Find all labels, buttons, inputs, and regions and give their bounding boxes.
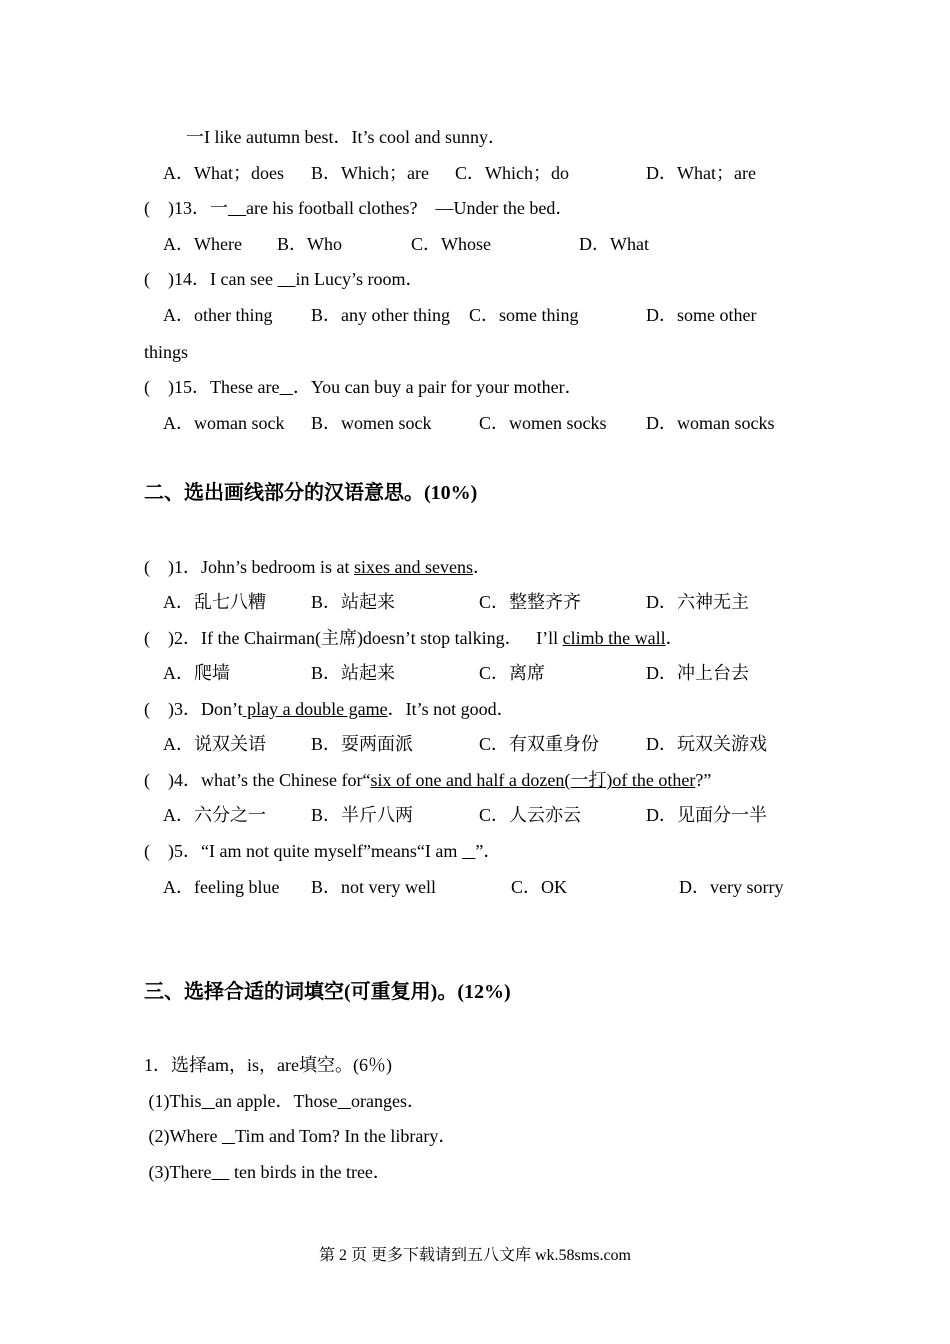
q15-stem [144,376,583,398]
q14-option-d: D．some other [646,305,757,325]
s2-q3-pre: ( )3．Don’t [144,699,243,719]
s2-q3-underlined: play a double game [242,699,388,719]
s3-f3-b: ten birds in the tree． [229,1162,391,1182]
q14-option-d-wrap: things [144,342,189,362]
s2-q3-option-b: B．耍两面派 [311,734,414,754]
q15-stem-pre: ( )15．These are [144,377,280,397]
s2-q5-option-d: D．very sorry [679,877,784,897]
s2-q3-post: ．It’s not good． [387,699,515,719]
q15-option-a: A．woman sock [163,413,285,433]
q12-option-c: C．Which；do [455,163,569,183]
q13-blank [228,198,246,218]
s3-f1-b: an apple．Those [215,1091,338,1111]
q12-option-b: B．Which；are [311,163,429,183]
s3-f1-c: oranges． [350,1091,425,1111]
section-2-heading: 二、选出画线部分的汉语意思。(10%) [144,482,478,504]
s2-q2-pre: ( )2．If the Chairman(主席)doesn’t stop talking． I’ll [144,628,563,648]
s2-q1-option-b: B．站起来 [311,592,396,612]
s2-q5-pre: ( )5．“I am not quite myself”means“I am [144,841,462,861]
s2-q4-option-d: D．见面分一半 [646,805,767,825]
s2-q2-stem [144,627,684,649]
s3-f3-blank [211,1162,229,1182]
s3-f2-b: Tim and Tom? In the library． [235,1126,457,1146]
q15-option-b: B．women sock [311,413,432,433]
s2-q3-option-a: A．说双关语 [163,734,266,754]
s3-f1-a: (1)This [144,1091,202,1111]
page-footer: 第 2 页 更多下载请到五八文库 wk.58sms.com [318,1247,631,1264]
s3-f2-blank [222,1126,235,1146]
s2-q1-underlined: sixes and sevens [353,557,473,577]
s2-q5-option-c: C．OK [511,877,568,897]
s2-q1-option-a: A．乱七八糟 [163,592,266,612]
s3-sub1: 1．选择am，is，are填空。(6％) [144,1055,392,1075]
s2-q2-option-d: D．冲上台去 [646,663,749,683]
s2-q5-option-b: B．not very well [311,877,436,897]
s2-q2-post: ． [665,628,684,648]
s2-q1-stem [144,556,491,578]
s2-q4-option-c: C．人云亦云 [479,805,582,825]
q12-option-d: D．What；are [646,163,756,183]
q14-option-c: C．some thing [469,305,579,325]
q13-option-a: A．Where [163,234,242,254]
q14-option-b: B．any other thing [311,305,450,325]
s3-fill-1 [144,1090,425,1112]
q14-blank [277,269,295,289]
s2-q2-underlined: climb the wall [562,628,666,648]
s2-q1-option-c: C．整整齐齐 [479,592,582,612]
s2-q4-pre: ( )4．what’s the Chinese for“ [144,770,371,790]
q12-answer-line: 一I like autumn best．It’s cool and sunny． [186,127,506,147]
section-3-heading: 三、选择合适的词填空(可重复用)。(12%) [144,981,511,1003]
s2-q3-option-d: D．玩双关游戏 [646,734,767,754]
q13-option-d: D．What [579,234,649,254]
s2-q4-post: ?” [695,770,712,790]
s3-f1-blank-2 [337,1091,351,1111]
q15-option-c: C．women socks [479,413,607,433]
q14-option-a: A．other thing [163,305,273,325]
q13-stem-pre: ( )13．一 [144,198,228,218]
s2-q5-post: ”． [475,841,502,861]
s3-fill-2 [144,1125,456,1147]
s3-fill-3 [144,1161,391,1183]
q14-stem-post: in Lucy’s room． [295,269,424,289]
q13-stem-post: are his football clothes? —Under the bed． [246,198,574,218]
s2-q1-option-d: D．六神无主 [646,592,749,612]
s2-q1-post: ． [472,557,491,577]
s2-q5-blank [462,841,476,861]
s2-q1-pre: ( )1．John’s bedroom is at [144,557,354,577]
s2-q3-option-c: C．有双重身份 [479,734,600,754]
q14-stem [144,268,423,290]
s2-q2-option-a: A．爬墙 [163,663,230,683]
s2-q4-option-b: B．半斤八两 [311,805,414,825]
q14-stem-pre: ( )14．I can see [144,269,278,289]
q13-option-c: C．Whose [411,234,491,254]
s2-q4-stem [144,769,711,791]
s2-q2-option-b: B．站起来 [311,663,396,683]
q15-option-d: D．woman socks [646,413,775,433]
q15-blank [279,377,293,397]
s2-q5-stem [144,840,501,862]
q13-stem [144,197,573,219]
q15-stem-post: ．You can buy a pair for your mother． [292,377,583,397]
s3-f2-a: (2)Where [144,1126,222,1146]
s2-q4-option-a: A．六分之一 [163,805,266,825]
s2-q3-stem [144,698,515,720]
s3-f1-blank-1 [202,1091,216,1111]
q12-option-a: A．What；does [163,163,284,183]
s2-q5-option-a: A．feeling blue [163,877,280,897]
s2-q2-option-c: C．离席 [479,663,546,683]
q13-option-b: B．Who [277,234,342,254]
s2-q4-underlined: six of one and half a dozen(一打)of the other [370,770,696,790]
s3-f3-a: (3)There [144,1162,212,1182]
